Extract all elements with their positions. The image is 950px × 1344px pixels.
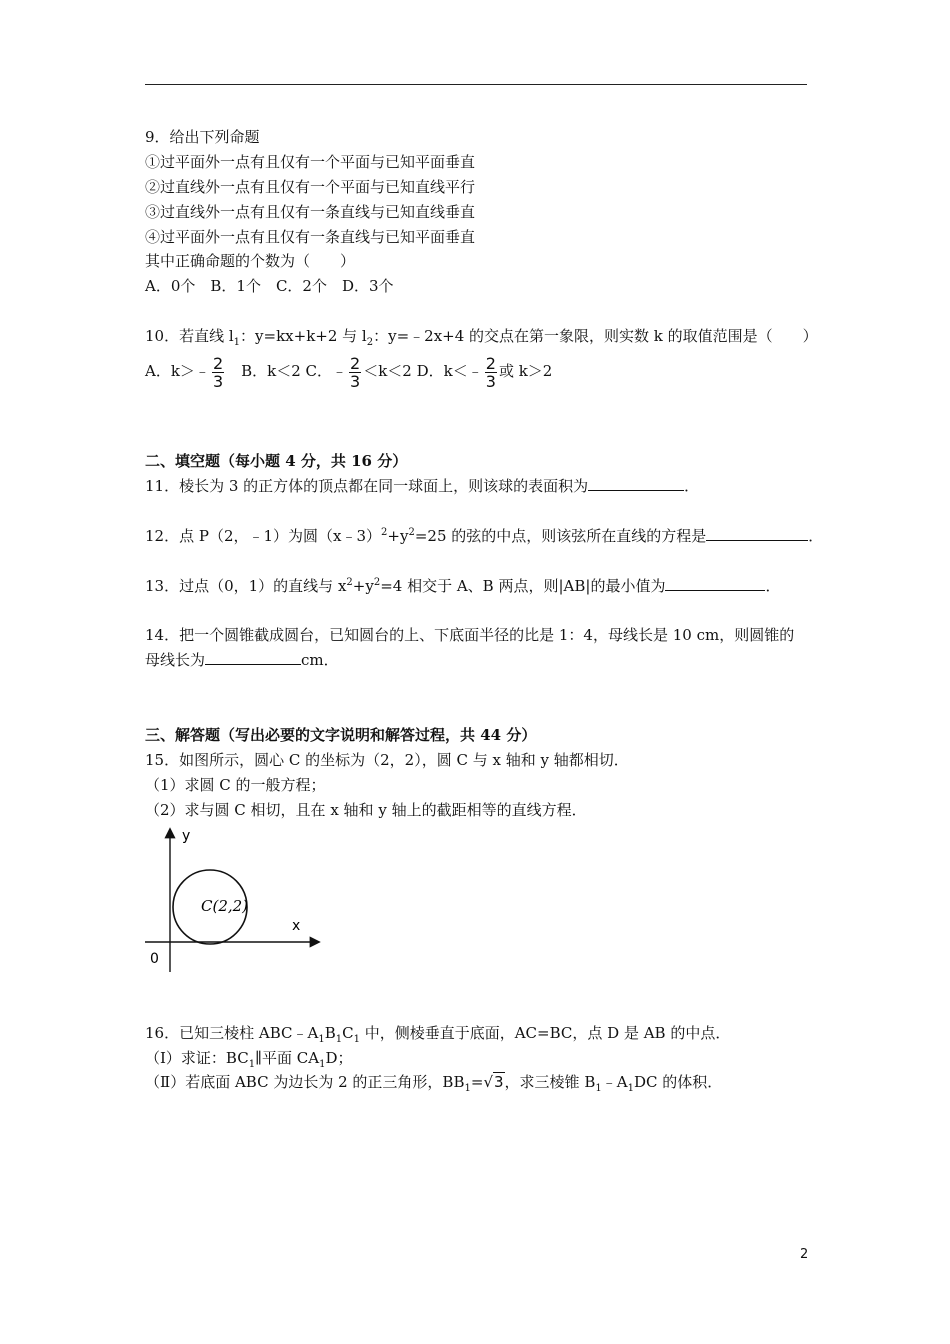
origin-label: 0 bbox=[150, 951, 159, 967]
q10-options: A．k＞﹣ $\frac{2}{3}$ B．k＜2 C．﹣ $\frac{2}{3}$ ＜k＜2 D．k＜﹣ $\frac{2}{3}$ 或 k＞2 bbox=[145, 353, 553, 391]
answer-blank[interactable] bbox=[665, 576, 765, 591]
q9-item-2: ②过直线外一点有且仅有一个平面与已知直线平行 bbox=[145, 178, 476, 196]
q13: 13．过点（0，1）的直线与 $x^2+y^2=4$ 相交于 A、B 两点，则|AB|的最小值为 ． bbox=[145, 577, 781, 595]
q14-line1: 14．把一个圆锥截成圆台，已知圆台的上、下底面半径的比是 1：4，母线长是 10 cm，则圆锥的 bbox=[145, 626, 795, 644]
q12: 12．点 P（2，﹣1）为圆$(x﹣3)^2+y^2=25$ 的弦的中点，则该弦所在直线的方程是 ． bbox=[145, 527, 824, 545]
section-3-title: 三、解答题（写出必要的文字说明和解答过程，共 44 分） bbox=[145, 726, 537, 744]
header-rule bbox=[145, 84, 807, 85]
q15-part-2: （2）求与圆 C 相切，且在 x 轴和 y 轴上的截距相等的直线方程． bbox=[145, 801, 587, 819]
section-2-title: 二、填空题（每小题 4 分，共 16 分） bbox=[145, 452, 408, 470]
x-label: x bbox=[292, 918, 301, 934]
q11: 11．棱长为 3 的正方体的顶点都在同一球面上，则该球的表面积为 ． bbox=[145, 477, 700, 495]
fraction: $\frac{2}{3}$ bbox=[212, 353, 224, 391]
q10-stem: 10．若直线 $l_1$：y=kx+k+2 与 $l_2$：y=﹣2x+4 的交点在第一象限，则实数 k 的取值范围是（ ） bbox=[145, 327, 818, 348]
sqrt-3: √3 bbox=[483, 1073, 504, 1091]
coordinate-figure bbox=[140, 822, 330, 977]
center-label: C(2,2) bbox=[201, 897, 249, 915]
q15-stem: 15．如图所示，圆心 C 的坐标为（2，2），圆 C 与 x 轴和 y 轴都相切． bbox=[145, 751, 629, 769]
q14-line2: 母线长为 cm． bbox=[145, 651, 339, 669]
fraction: $\frac{2}{3}$ bbox=[485, 353, 496, 391]
fraction: $\frac{2}{3}$ bbox=[350, 353, 361, 391]
q16-stem: 16．已知三棱柱 $ABC﹣A_1B_1C_1$ 中，侧棱垂直于底面，AC=BC，点 D 是 AB 的中点． bbox=[145, 1024, 731, 1045]
q9-stem: 9．给出下列命题 bbox=[145, 128, 260, 146]
q15-part-1: （1）求圆 C 的一般方程； bbox=[145, 776, 326, 794]
answer-blank[interactable] bbox=[706, 526, 808, 541]
answer-blank[interactable] bbox=[588, 476, 684, 491]
answer-blank[interactable] bbox=[205, 650, 301, 665]
q9-question: 其中正确命题的个数为（ ） bbox=[145, 252, 356, 270]
q16-part-1: （Ⅰ）求证：$BC_1\parallel$平面 $CA_1D$； bbox=[145, 1049, 353, 1070]
q16-part-2: （Ⅱ）若底面 ABC 为边长为 2 的正三角形，$BB_1=√3$，求三棱锥 $B_1﹣A_1DC$ 的体积． bbox=[145, 1073, 723, 1094]
q9-item-1: ①过平面外一点有且仅有一个平面与已知平面垂直 bbox=[145, 153, 476, 171]
y-label: y bbox=[182, 828, 191, 844]
q9-options: A．0个 B．1个 C．2个 D．3个 bbox=[145, 277, 394, 295]
q9-item-3: ③过直线外一点有且仅有一条直线与已知直线垂直 bbox=[145, 203, 476, 221]
q9-item-4: ④过平面外一点有且仅有一条直线与已知平面垂直 bbox=[145, 228, 476, 246]
page-number: 2 bbox=[800, 1247, 809, 1262]
